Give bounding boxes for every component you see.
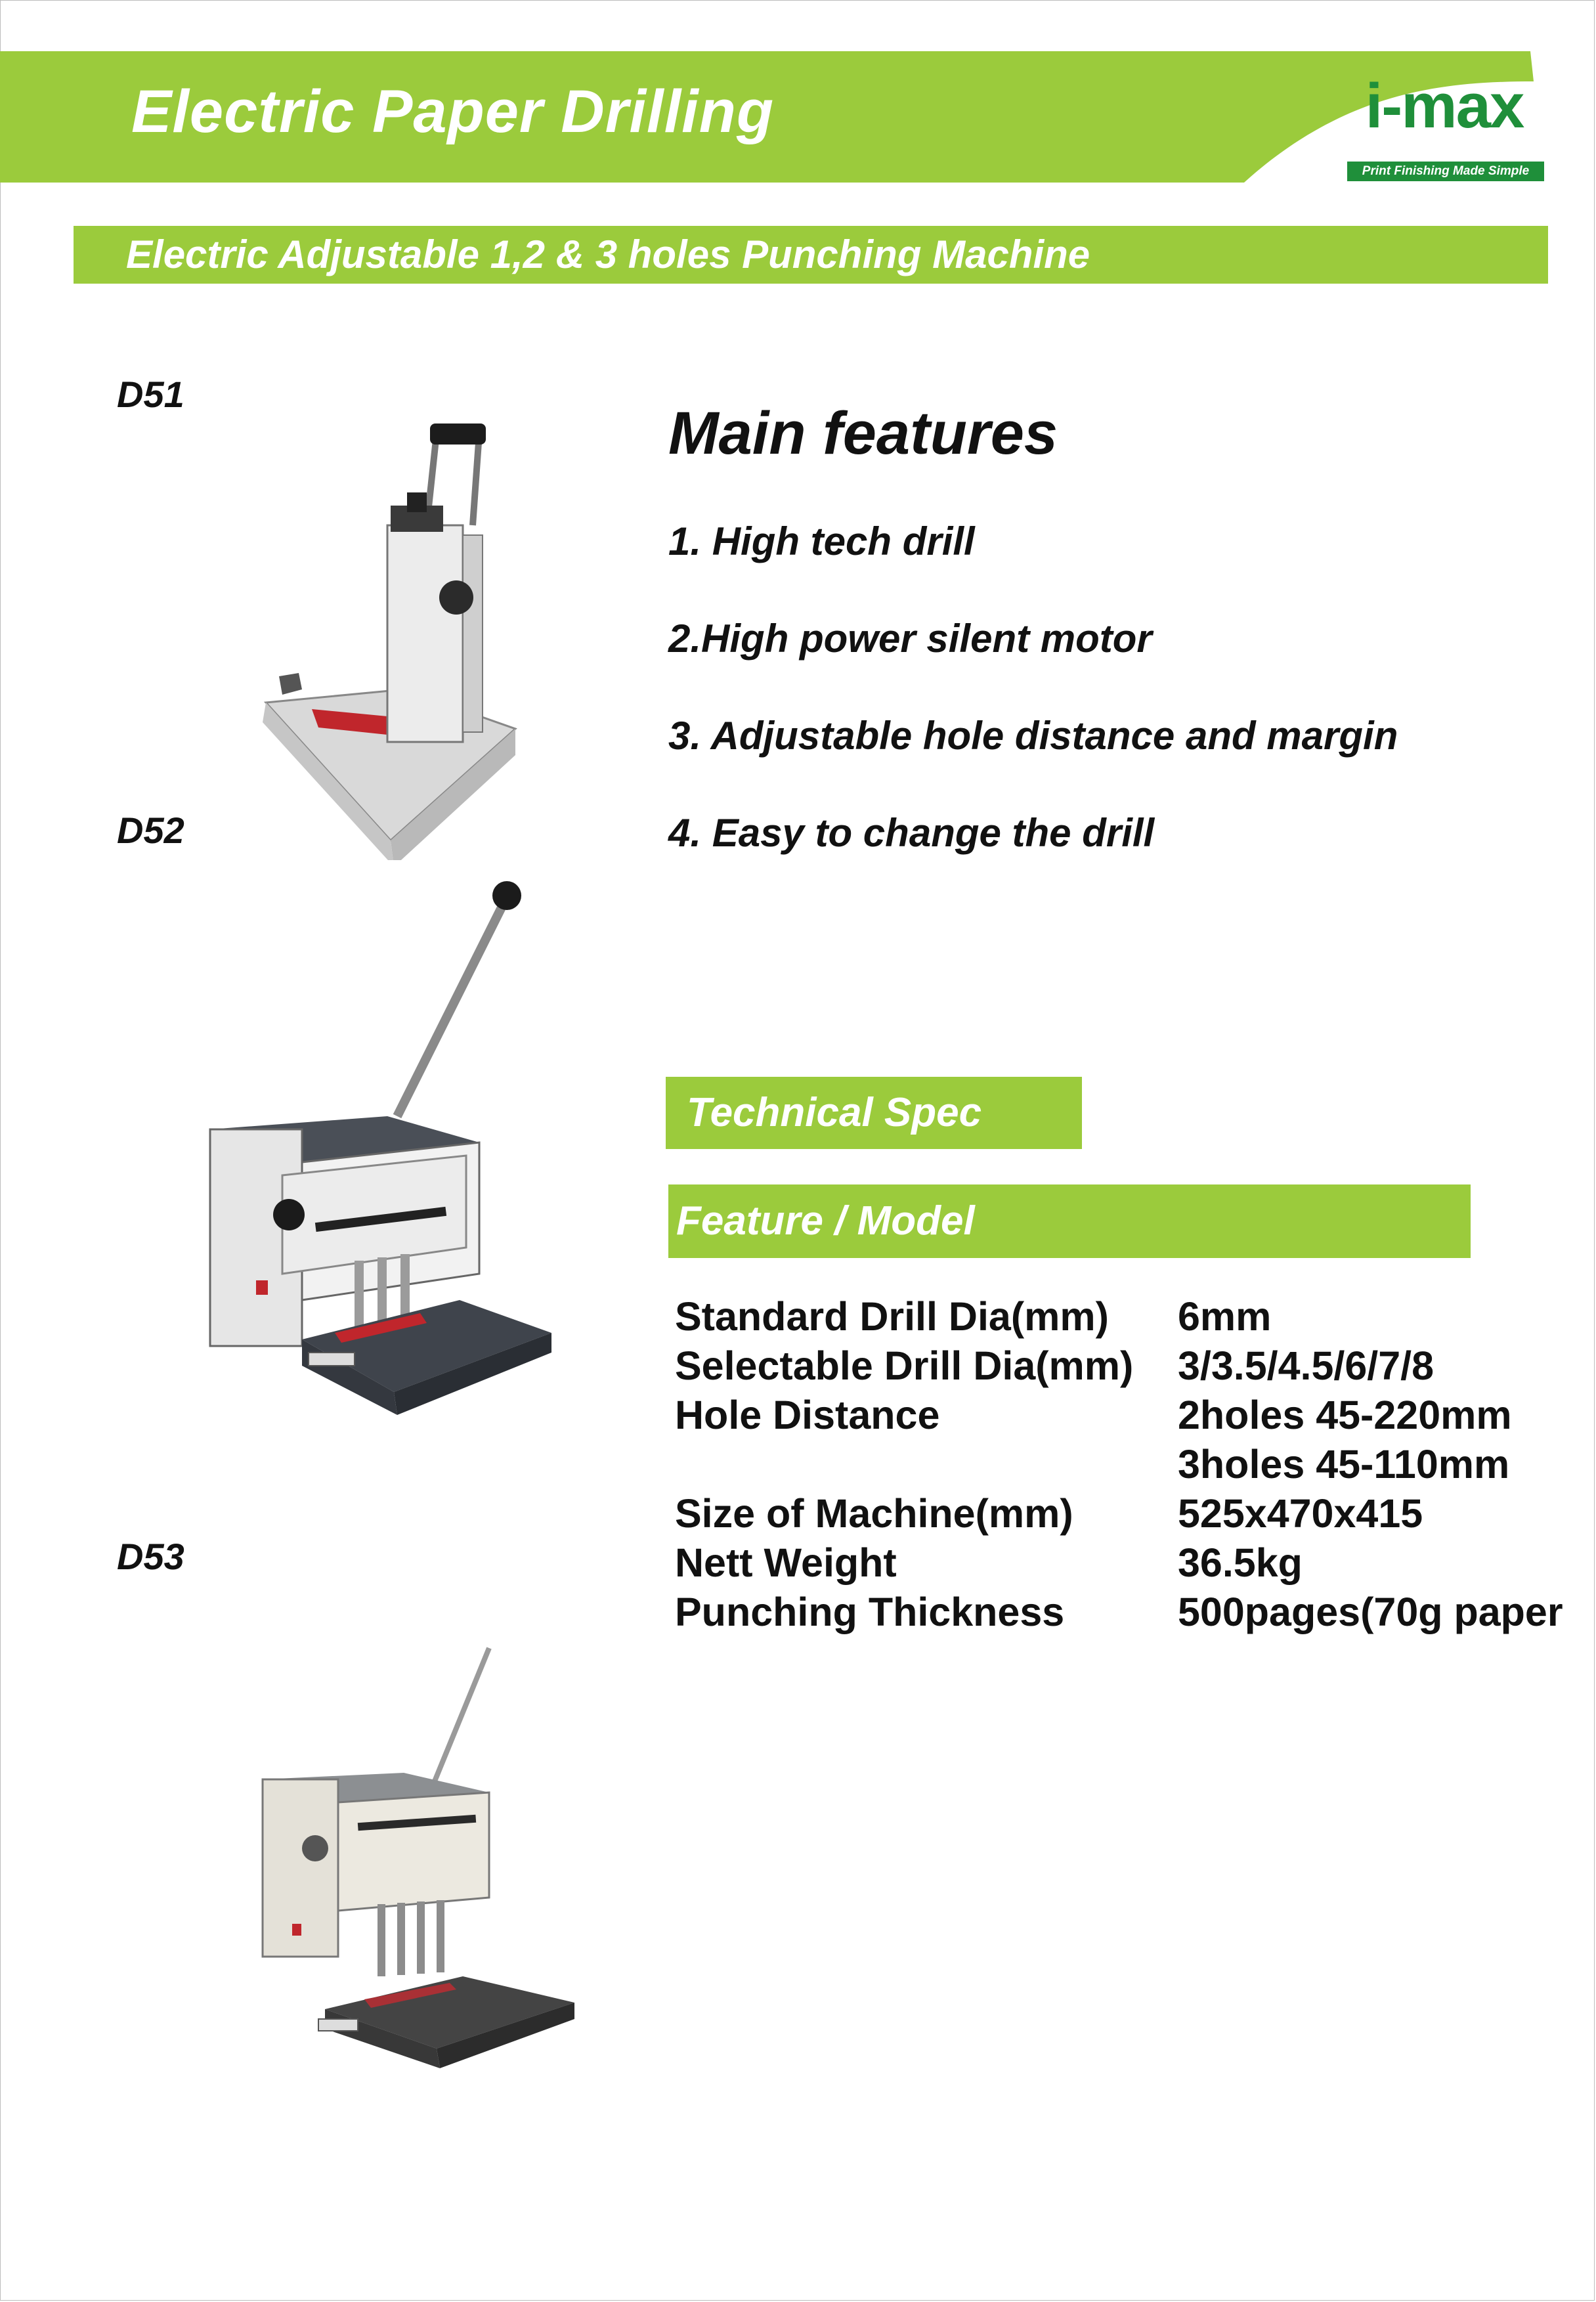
logo-tagline: Print Finishing Made Simple — [1347, 162, 1544, 181]
product-image-d51 — [253, 414, 528, 860]
spec-feature-name: Size of Machine(mm) — [675, 1491, 1073, 1536]
brand-logo — [1339, 71, 1549, 185]
feature-item: 2.High power silent motor — [668, 617, 1152, 661]
spec-feature-name: Standard Drill Dia(mm) — [675, 1294, 1109, 1339]
technical-spec-label: Technical Spec — [687, 1090, 982, 1135]
page-title: Electric Paper Drilling — [131, 78, 775, 145]
spec-feature-value: 6mm — [1178, 1294, 1272, 1339]
model-label-d51: D51 — [117, 374, 184, 415]
subtitle-text: Electric Adjustable 1,2 & 3 holes Punching Machine — [126, 232, 1090, 276]
spec-table-header — [668, 1184, 1471, 1258]
model-label-d53: D53 — [117, 1536, 184, 1577]
spec-feature-value: 36.5kg — [1178, 1540, 1303, 1585]
feature-item: 4. Easy to change the drill — [668, 811, 1155, 855]
product-image-d53 — [253, 1641, 594, 2108]
spec-table-header-label: Feature / Model — [676, 1198, 975, 1244]
spec-feature-name: Selectable Drill Dia(mm) — [675, 1343, 1134, 1388]
spec-feature-name: Nett Weight — [675, 1540, 897, 1585]
model-label-d52: D52 — [117, 810, 184, 851]
spec-feature-value: 3/3.5/4.5/6/7/8 — [1178, 1343, 1434, 1388]
feature-item: 3. Adjustable hole distance and margin — [668, 714, 1398, 758]
spec-feature-value: 525x470x415 — [1178, 1491, 1423, 1536]
product-image-d52 — [204, 880, 558, 1471]
logo-wordmark: i-max — [1365, 71, 1524, 141]
spec-feature-value: 2holes 45-220mm — [1178, 1393, 1512, 1437]
spec-feature-value: 500pages(70g paper — [1178, 1590, 1563, 1634]
feature-item: 1. High tech drill — [668, 519, 975, 563]
technical-spec-tab — [666, 1077, 1082, 1149]
subtitle-band — [74, 226, 1548, 284]
spec-feature-name: Punching Thickness — [675, 1590, 1065, 1634]
spec-feature-name: Hole Distance — [675, 1393, 940, 1437]
spec-feature-value: 3holes 45-110mm — [1178, 1442, 1510, 1487]
features-heading: Main features — [668, 400, 1058, 467]
